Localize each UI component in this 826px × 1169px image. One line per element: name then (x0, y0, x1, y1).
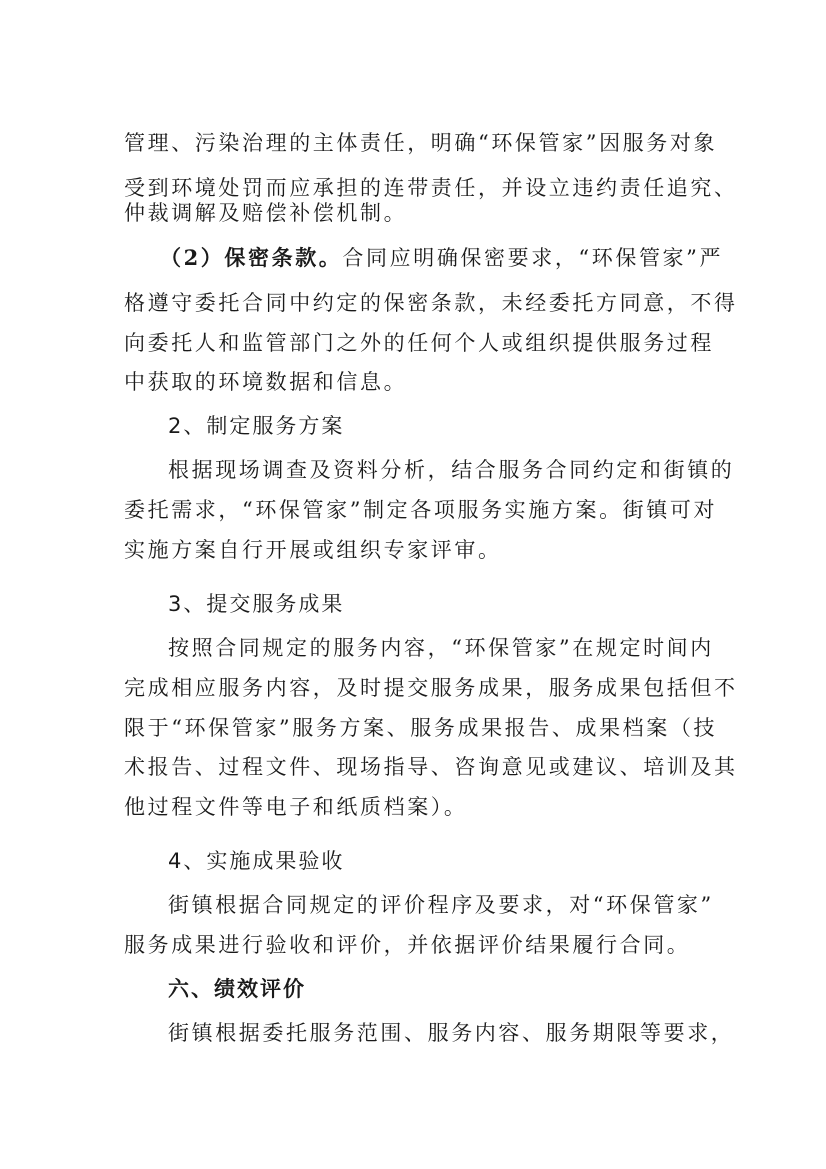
paragraph-line: 委托需求，“环保管家”制定各项服务实施方案。街镇可对 (124, 498, 718, 522)
paragraph-line: 街镇根据委托服务范围、服务内容、服务期限等要求， (168, 1021, 735, 1045)
paragraph-line: 管理、污染治理的主体责任，明确“环保管家”因服务对象 (124, 131, 718, 155)
confidentiality-text: 合同应明确保密要求，“环保管家”严 (342, 246, 724, 270)
paragraph-line: 服务成果进行验收和评价，并依据评价结果履行合同。 (124, 933, 691, 957)
paragraph-line: 根据现场调查及资料分析，结合服务合同约定和街镇的 (168, 458, 735, 482)
paragraph-line: 他过程文件等电子和纸质档案）。 (124, 795, 468, 819)
paragraph-line: 受到环境处罚而应承担的连带责任，并设立违约责任追究、 (124, 176, 738, 200)
section-2-title: 2、制定服务方案 (168, 414, 345, 438)
paragraph-line: 限于“环保管家”服务方案、服务成果报告、成果档案（技 (124, 716, 718, 740)
section-6-heading: 六、绩效评价 (168, 977, 306, 1001)
section-3-title: 3、提交服务成果 (168, 592, 345, 616)
section-4-title: 4、实施成果验收 (168, 849, 345, 873)
paragraph-line: 仲裁调解及赔偿补偿机制。 (124, 201, 408, 225)
paragraph-line: 术报告、过程文件、现场指导、咨询意见或建议、培训及其 (124, 755, 738, 779)
confidentiality-label: （2）保密条款。 (160, 245, 343, 270)
paragraph-line: 中获取的环境数据和信息。 (124, 370, 408, 394)
paragraph-line: 向委托人和监管部门之外的任何个人或组织提供服务过程 (124, 331, 714, 355)
paragraph-line: 实施方案自行开展或组织专家评审。 (124, 538, 502, 562)
paragraph-line: 街镇根据合同规定的评价程序及要求，对“环保管家” (168, 893, 714, 917)
paragraph-line: 按照合同规定的服务内容，“环保管家”在规定时间内 (168, 636, 714, 660)
paragraph-line: 完成相应服务内容，及时提交服务成果，服务成果包括但不 (124, 676, 738, 700)
confidentiality-paragraph (160, 243, 724, 273)
paragraph-line: 格遵守委托合同中约定的保密条款，未经委托方同意，不得 (124, 291, 738, 315)
